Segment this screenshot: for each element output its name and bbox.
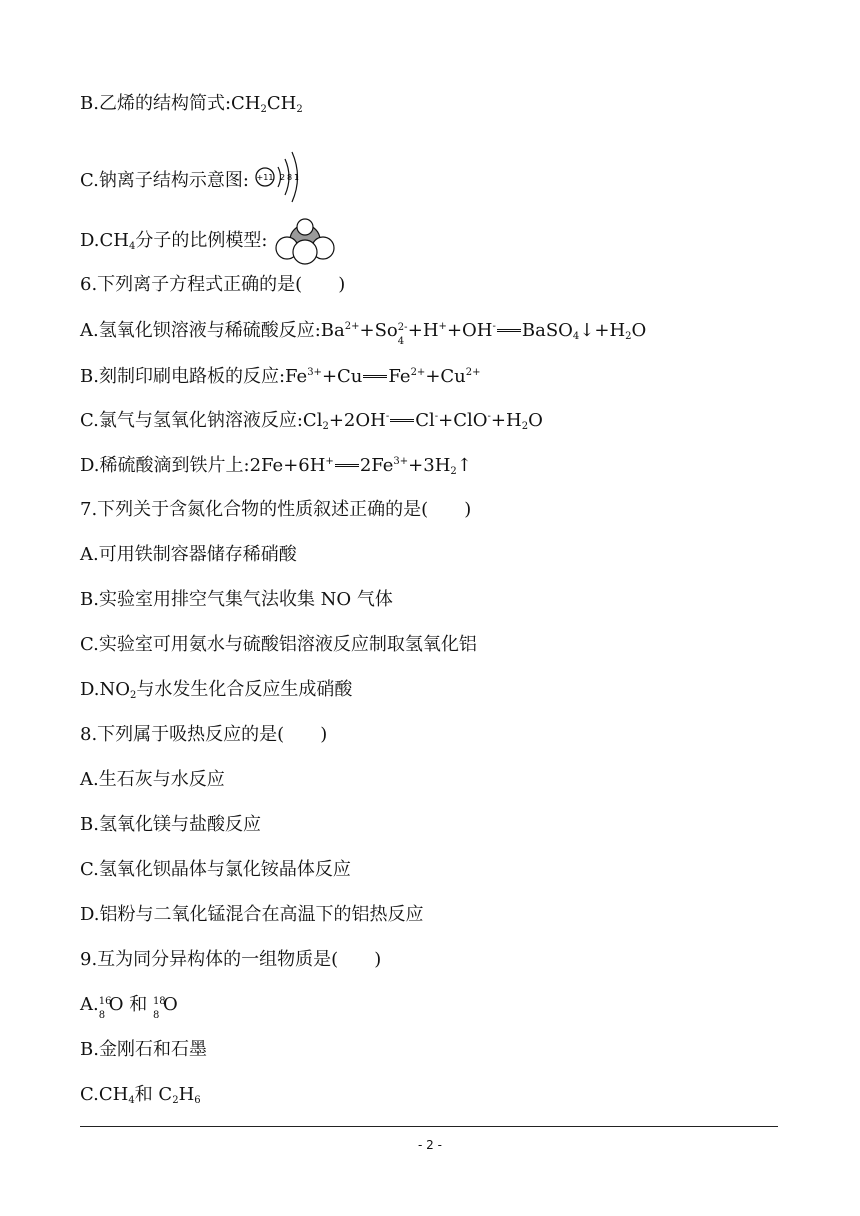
- option-b-ethylene: B.乙烯的结构简式$:CH_2CH_2$: [80, 93, 303, 115]
- nucleus-label: +11: [256, 173, 274, 182]
- page-number: - 2 -: [418, 1138, 442, 1152]
- q9-option-a: A. 16 8 O 和 18 8 O: [80, 994, 178, 1021]
- q8-option-c: C.氢氧化钡晶体与氯化铵晶体反应: [80, 859, 351, 880]
- q8-option-d: D.铝粉与二氧化锰混合在高温下的铝热反应: [80, 904, 424, 925]
- question-7: 7.下列关于含氮化合物的性质叙述正确的是( ): [80, 499, 472, 520]
- question-6: 6.下列离子方程式正确的是( ): [80, 274, 346, 295]
- question-9: 9.互为同分异构体的一组物质是( ): [80, 949, 382, 970]
- sodium-ion-structure-diagram: [255, 150, 305, 204]
- q7-option-a: A.可用铁制容器储存稀硝酸: [80, 544, 297, 565]
- footer-divider: [80, 1126, 778, 1127]
- q6-option-b: B.刻制印刷电路板的反应$:Fe^{3+}+Cu$ $Fe^{2+}+Cu^{2+}$: [80, 366, 481, 387]
- question-8: 8.下列属于吸热反应的是( ): [80, 724, 328, 745]
- q9-option-b: B.金刚石和石墨: [80, 1039, 207, 1060]
- q7-option-b: B.实验室用排空气集气法收集 NO 气体: [80, 589, 393, 610]
- q9-option-c: $C.CH_4$和 $C_2H_6$: [80, 1084, 201, 1106]
- svg-text:8: 8: [286, 173, 292, 182]
- equals-arrow: [390, 419, 414, 422]
- q8-option-b: B.氢氧化镁与盐酸反应: [80, 814, 261, 835]
- equals-arrow: [497, 329, 521, 332]
- equals-arrow: [335, 464, 359, 467]
- option-d-ch4-model: $D.CH_4$分子的比例模型:: [80, 216, 337, 266]
- ch4-space-filling-model: [273, 216, 337, 266]
- q6-option-d: D.稀硫酸滴到铁片上:2Fe+6H+ $2Fe^{3+}+3H_2↑$: [80, 455, 472, 477]
- svg-text:1: 1: [293, 173, 299, 182]
- q8-option-a: A.生石灰与水反应: [80, 769, 225, 790]
- q7-option-d: $D.NO_2$与水发生化合反应生成硝酸: [80, 679, 353, 701]
- svg-text:2: 2: [279, 173, 285, 182]
- q6-option-a: A.氢氧化钡溶液与稀硫酸反应$:Ba^{2+}+So$ 2- 4 +H++OH- $BaSO_4↓+H_2O$: [80, 320, 647, 347]
- option-c-sodium-ion: C.钠离子结构示意图: +11 2 8 1: [80, 150, 305, 204]
- q6-option-c: C.氯气与氢氧化钠溶液反应$:Cl_2+2OH^-$ $Cl^-+ClO^-+H_2O$: [80, 410, 543, 432]
- q7-option-c: C.实验室可用氨水与硫酸铝溶液反应制取氢氧化铝: [80, 634, 477, 655]
- equals-arrow: [363, 375, 387, 378]
